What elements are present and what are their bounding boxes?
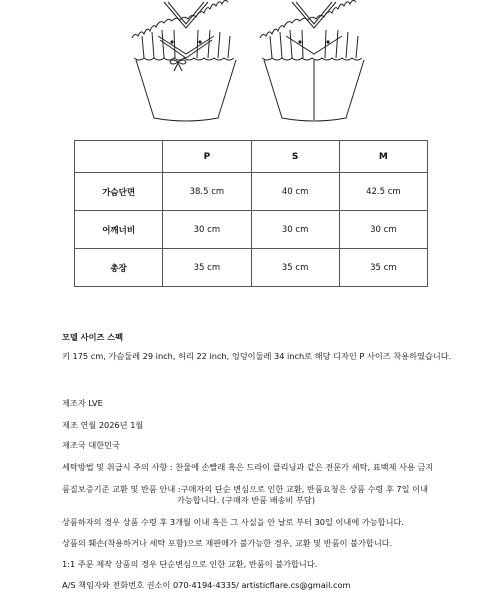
garment-back-sketch — [256, 0, 372, 128]
table-header-cell: M — [339, 141, 427, 173]
table-cell: 30 cm — [251, 211, 339, 249]
size-table — [74, 140, 428, 287]
garment-sketches — [0, 0, 500, 128]
table-cell: 38.5 cm — [163, 173, 251, 211]
maker-text: 제조자 LVE — [62, 398, 103, 408]
country-text: 제조국 대한민국 — [62, 440, 120, 450]
table-header-cell: S — [251, 141, 339, 173]
table-row — [75, 173, 428, 211]
manufacture-date-text: 제조 연월 2026년 1월 — [62, 420, 144, 430]
row-label: 가슴단면 — [75, 173, 163, 211]
table-header-row — [75, 141, 428, 173]
table-header-cell: P — [163, 141, 251, 173]
table-cell: 30 cm — [339, 211, 427, 249]
damage-policy-text: 상품의 훼손(착용하거나 세탁 포함)으로 재판매가 불가능한 경우, 교환 및 반품이 불가합니다. — [62, 538, 393, 548]
model-spec-text: 키 175 cm, 가슴둘레 29 inch, 허리 22 inch, 엉덩이둘레 34 inch로 해당 디자인 P 사이즈 착용하였습니다. — [62, 351, 452, 361]
table-cell: 35 cm — [339, 249, 427, 287]
table-cell: 35 cm — [251, 249, 339, 287]
exchange-policy-text: 품질보증기준 교환 및 반품 안내 :구매자의 단순 변심으로 인한 교환, 반품요청은 상품 수령 후 7일 이내 — [62, 484, 428, 494]
exchange-policy-continued: 가능합니다. (구매자 반품 배송비 부담) — [177, 495, 316, 505]
row-label: 어깨너비 — [75, 211, 163, 249]
table-row — [75, 249, 428, 287]
table-cell: 42.5 cm — [339, 173, 427, 211]
model-spec-title: 모델 사이즈 스펙 — [62, 332, 124, 342]
table-row — [75, 211, 428, 249]
table-cell: 40 cm — [251, 173, 339, 211]
table-header-cell — [75, 141, 163, 173]
table-cell: 30 cm — [163, 211, 251, 249]
contact-text: A/S 책임자와 전화번호 권소이 070-4194-4335/ artisticflare.cs@gmail.com — [62, 580, 351, 590]
row-label: 총장 — [75, 249, 163, 287]
garment-front-sketch — [128, 0, 244, 128]
table-cell: 35 cm — [163, 249, 251, 287]
wash-instructions-text: 세탁방법 및 취급시 주의 사항 : 찬물에 손빨래 혹은 드라이 클리닝과 같은 전문가 세탁, 표백제 사용 금지 — [62, 462, 434, 472]
defect-policy-text: 상품하자의 경우 상품 수령 후 3개월 이내 혹은 그 사실을 안 날로 부터 30일 이내에 가능합니다. — [62, 517, 404, 527]
custom-order-policy-text: 1:1 주문 제작 상품의 경우 단순변심으로 인한 교환, 반품이 불가합니다. — [62, 559, 318, 569]
